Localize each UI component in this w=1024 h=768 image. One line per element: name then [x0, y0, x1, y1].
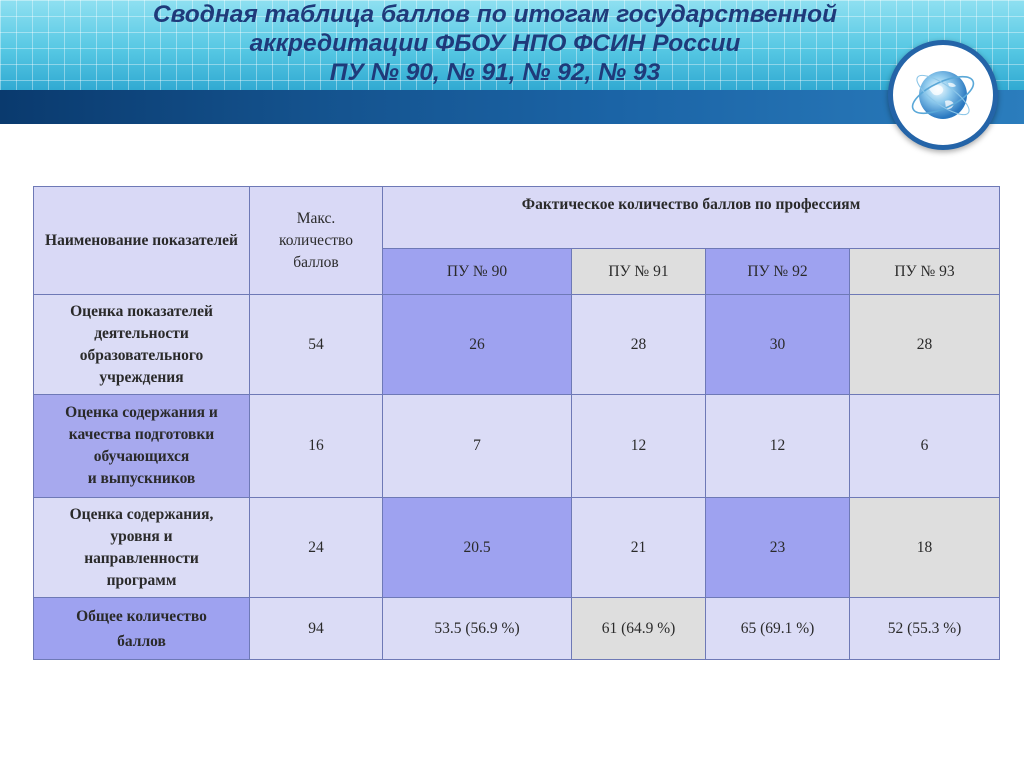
row-label: Оценка показателей деятельности образовательного учреждения [34, 295, 250, 395]
total-label: Общее количество баллов [34, 598, 250, 660]
cell-value: 18 [850, 498, 1000, 598]
cell-value: 6 [850, 395, 1000, 498]
total-max-value: 94 [250, 598, 383, 660]
cell-value: 7 [383, 395, 572, 498]
header-group-title: Фактическое количество баллов по профессиям [383, 187, 1000, 249]
row-max-value: 24 [250, 498, 383, 598]
total-value-90: 53.5 (56.9 %) [383, 598, 572, 660]
cell-value: 28 [572, 295, 706, 395]
cell-value: 28 [850, 295, 1000, 395]
row-max-value: 16 [250, 395, 383, 498]
header-band [0, 90, 1024, 124]
header-profession-90: ПУ № 90 [383, 249, 572, 295]
table-row [34, 395, 1000, 498]
row-label: Оценка содержания и качества подготовки обучающихся и выпускников [34, 395, 250, 498]
total-value-93: 52 (55.3 %) [850, 598, 1000, 660]
title-line-1: Сводная таблица баллов по итогам государственной [152, 1, 838, 28]
globe-icon [893, 45, 993, 145]
header-profession-92: ПУ № 92 [706, 249, 850, 295]
cell-value: 30 [706, 295, 850, 395]
title-line-3: ПУ № 90, № 91, № 92, № 93 [329, 59, 661, 86]
total-value-91: 61 (64.9 %) [572, 598, 706, 660]
header-name-column: Наименование показателей [34, 187, 250, 295]
cell-value: 20.5 [383, 498, 572, 598]
table-row [34, 295, 1000, 395]
row-label: Оценка содержания, уровня и направленности программ [34, 498, 250, 598]
cell-value: 12 [572, 395, 706, 498]
table-header-row [34, 187, 1000, 249]
total-value-92: 65 (69.1 %) [706, 598, 850, 660]
cell-value: 26 [383, 295, 572, 395]
cell-value: 12 [706, 395, 850, 498]
table-row [34, 498, 1000, 598]
globe-logo [888, 40, 998, 150]
table-total-row [34, 598, 1000, 660]
cell-value: 21 [572, 498, 706, 598]
slide-title [60, 0, 930, 87]
header-profession-91: ПУ № 91 [572, 249, 706, 295]
scores-table [33, 186, 1000, 660]
header-profession-93: ПУ № 93 [850, 249, 1000, 295]
cell-value: 23 [706, 498, 850, 598]
header-max-column: Макс. количество баллов [250, 187, 383, 295]
title-line-2: аккредитации ФБОУ НПО ФСИН России [249, 30, 741, 57]
row-max-value: 54 [250, 295, 383, 395]
